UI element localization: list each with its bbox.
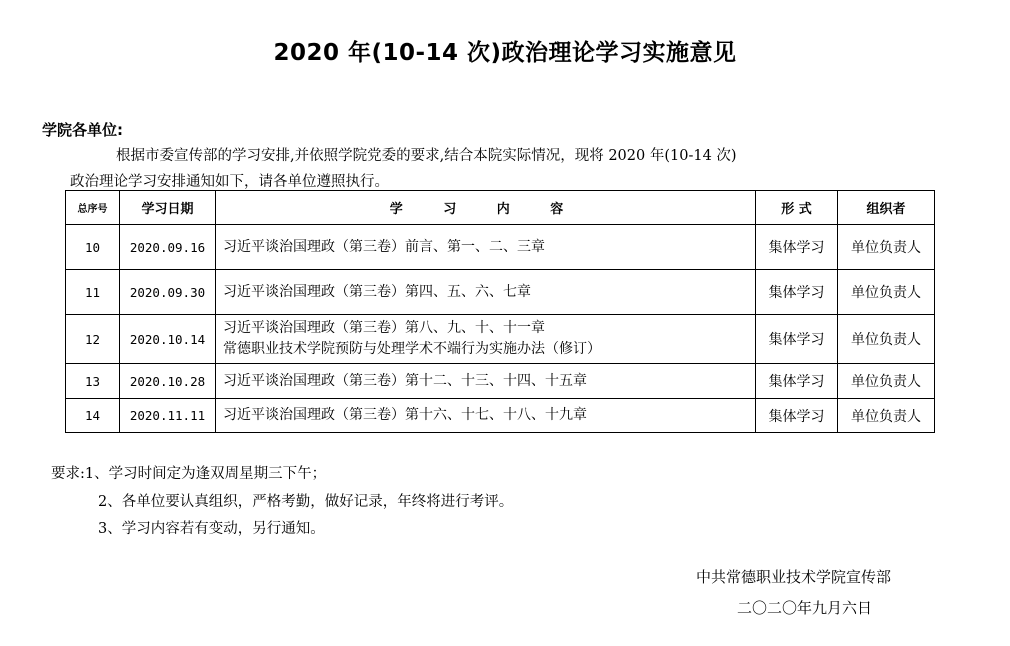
header-form: 形 式	[756, 191, 838, 225]
row-no: 13	[66, 364, 120, 399]
row-date: 2020.09.30	[120, 270, 216, 315]
table-row	[66, 270, 935, 315]
table-header-row	[66, 191, 935, 225]
row-content-line: 习近平谈治国理政（第三卷）第八、九、十、十一章	[223, 320, 545, 336]
intro-line-2: 政治理论学习安排通知如下，请各单位遵照执行。	[70, 174, 389, 190]
header-organizer: 组织者	[838, 191, 935, 225]
requirement-2: 2、各单位要认真组织，严格考勤，做好记录，年终将进行考评。	[98, 494, 514, 510]
row-content	[216, 225, 756, 270]
row-organizer: 单位负责人	[838, 315, 935, 364]
row-form: 集体学习	[756, 315, 838, 364]
document-title: 2020 年(10-14 次)政治理论学习实施意见	[273, 40, 737, 66]
requirement-3: 3、学习内容若有变动，另行通知。	[98, 521, 325, 537]
row-content-line: 习近平谈治国理政（第三卷）第四、五、六、七章	[223, 283, 531, 300]
row-date: 2020.10.28	[120, 364, 216, 399]
signature-organization: 中共常德职业技术学院宣传部	[696, 568, 892, 586]
row-content-line: 习近平谈治国理政（第三卷）第十六、十七、十八、十九章	[223, 407, 587, 423]
row-organizer: 单位负责人	[838, 270, 935, 315]
table-row	[66, 399, 935, 433]
study-schedule-table	[65, 190, 935, 433]
row-form: 集体学习	[756, 399, 838, 433]
requirement-1: 要求:1、学习时间定为逢双周星期三下午；	[51, 466, 327, 482]
table-row	[66, 364, 935, 399]
signature-date: 二〇二〇年九月六日	[737, 599, 873, 617]
row-content	[216, 399, 756, 433]
row-content	[216, 315, 756, 364]
row-date: 2020.09.16	[120, 225, 216, 270]
row-date: 2020.11.11	[120, 399, 216, 433]
row-organizer: 单位负责人	[838, 225, 935, 270]
row-content-line-2: 常德职业技术学院预防与处理学术不端行为实施办法（修订）	[223, 341, 601, 357]
header-date: 学习日期	[120, 191, 216, 225]
intro-line-1: 根据市委宣传部的学习安排,并依照学院党委的要求,结合本院实际情况，现将 2020 年(10-14 次)	[116, 148, 737, 164]
row-form: 集体学习	[756, 270, 838, 315]
row-no: 14	[66, 399, 120, 433]
row-content-line: 习近平谈治国理政（第三卷）前言、第一、二、三章	[223, 238, 545, 255]
row-no: 10	[66, 225, 120, 270]
table-row	[66, 315, 935, 364]
header-no: 总序号	[66, 191, 120, 225]
row-content	[216, 270, 756, 315]
row-form: 集体学习	[756, 225, 838, 270]
row-content	[216, 364, 756, 399]
row-organizer: 单位负责人	[838, 399, 935, 433]
table-row	[66, 225, 935, 270]
row-no: 11	[66, 270, 120, 315]
row-date: 2020.10.14	[120, 315, 216, 364]
greeting: 学院各单位:	[42, 121, 123, 139]
row-no: 12	[66, 315, 120, 364]
row-content-line: 习近平谈治国理政（第三卷）第十二、十三、十四、十五章	[223, 372, 587, 389]
row-organizer: 单位负责人	[838, 364, 935, 399]
row-form: 集体学习	[756, 364, 838, 399]
header-content: 学 习 内 容	[216, 191, 756, 225]
